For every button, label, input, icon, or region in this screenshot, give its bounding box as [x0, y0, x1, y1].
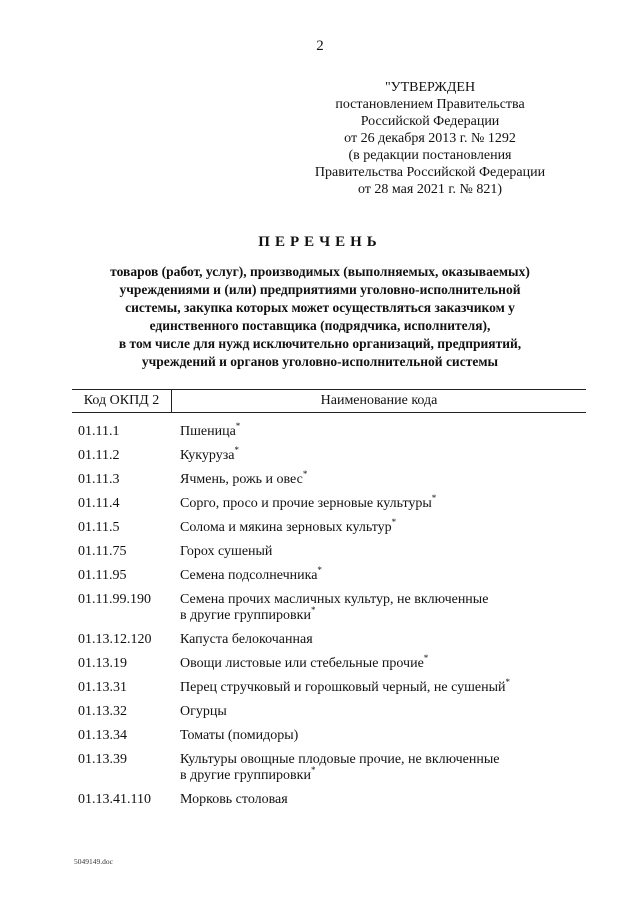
approval-line: (в редакции постановления: [348, 148, 512, 163]
table-row: [78, 704, 598, 720]
row-code: 01.11.4: [78, 496, 120, 511]
table-row: [78, 752, 598, 784]
table-row: [78, 469, 598, 488]
row-name-text: Овощи листовые или стебельные прочие: [180, 656, 424, 671]
row-code: 01.11.99.190: [78, 592, 151, 607]
row-name-line: [180, 544, 598, 560]
row-name-text: Солома и мякина зерновых культур: [180, 520, 392, 535]
footnote-asterisk: *: [391, 517, 397, 527]
table-row: [78, 592, 598, 624]
approval-line: от 28 мая 2021 г. № 821): [357, 182, 503, 197]
row-code: 01.11.3: [78, 472, 120, 487]
subtitle-line: учреждений и органов уголовно-исполнительной системы: [141, 354, 499, 369]
row-name: [180, 493, 598, 512]
row-name-line: [180, 765, 598, 784]
row-name: [180, 592, 598, 624]
table-row: [78, 653, 598, 672]
row-code: 01.13.41.110: [78, 792, 151, 807]
table-row: [78, 792, 598, 808]
row-name-text: Семена подсолнечника: [180, 568, 318, 583]
row-name-line: [180, 565, 598, 584]
row-name-text: Горох сушеный: [180, 544, 273, 559]
approval-line: Правительства Российской Федерации: [314, 165, 546, 180]
approval-line: постановлением Правительства: [335, 97, 525, 112]
row-name: [180, 565, 598, 584]
row-name-text: Томаты (помидоры): [180, 728, 299, 743]
footnote-asterisk: *: [310, 605, 316, 615]
row-name: [180, 728, 598, 744]
row-name: [180, 421, 598, 440]
table-row: [78, 544, 598, 560]
row-name: [180, 677, 598, 696]
row-name: [180, 653, 598, 672]
row-code: 01.13.34: [78, 728, 127, 743]
row-name-text: Культуры овощные плодовые прочие, не включенные: [180, 752, 500, 767]
row-code: 01.11.95: [78, 568, 127, 583]
row-name: [180, 632, 598, 648]
table-row: [78, 677, 598, 696]
row-name-line: [180, 469, 598, 488]
footnote-asterisk: *: [235, 421, 241, 431]
table-row: [78, 565, 598, 584]
file-name-footer: 5049149.doc: [74, 857, 113, 866]
footnote-asterisk: *: [317, 565, 322, 575]
subtitle-line: в том числе для нужд исключительно организаций, предприятий,: [118, 336, 522, 351]
row-code: 01.13.12.120: [78, 632, 152, 647]
row-name-text: в другие группировки: [180, 768, 311, 783]
table-row: [78, 517, 598, 536]
footnote-asterisk: *: [234, 445, 239, 455]
column-header-code: Код ОКПД 2: [72, 390, 172, 412]
footnote-asterisk: *: [423, 653, 429, 663]
row-name: [180, 445, 598, 464]
footnote-asterisk: *: [310, 765, 316, 775]
approval-line: Российской Федерации: [360, 114, 500, 129]
row-name: [180, 544, 598, 560]
row-code: 01.13.39: [78, 752, 127, 767]
row-name-text: Перец стручковый и горошковый черный, не сушеный: [180, 680, 506, 695]
page-number: 2: [316, 38, 324, 54]
document-subtitle: [60, 263, 580, 371]
footnote-asterisk: *: [431, 493, 437, 503]
row-name-text: Капуста белокочанная: [180, 632, 313, 647]
row-name-line: [180, 792, 598, 808]
subtitle-line: учреждениями и (или) предприятиями уголовно-исполнительной: [119, 282, 521, 297]
row-name-line: [180, 752, 598, 768]
row-name: [180, 752, 598, 784]
column-header-name: Наименование кода: [320, 393, 438, 408]
row-name: [180, 469, 598, 488]
subtitle-line: системы, закупка которых может осуществляться заказчиком у: [125, 300, 515, 315]
row-name-line: [180, 592, 598, 608]
subtitle-line: товаров (работ, услуг), производимых (выполняемых, оказываемых): [110, 264, 530, 279]
row-code: 01.11.2: [78, 448, 120, 463]
row-name-text: Семена прочих масличных культур, не включенные: [180, 592, 489, 607]
row-name-text: Огурцы: [180, 704, 227, 719]
row-code: 01.11.5: [78, 520, 120, 535]
table-row: [78, 421, 598, 440]
row-name: [180, 704, 598, 720]
footnote-asterisk: *: [302, 469, 308, 479]
row-name-line: [180, 653, 598, 672]
document-title: ПЕРЕЧЕНЬ: [258, 234, 382, 250]
row-name-line: [180, 445, 598, 464]
approval-block: [300, 79, 560, 198]
row-name-text: Ячмень, рожь и овес: [180, 472, 303, 487]
approval-line: от 26 декабря 2013 г. № 1292: [344, 131, 516, 146]
row-name-line: [180, 421, 598, 440]
table-row: [78, 445, 598, 464]
approval-line: "УТВЕРЖДЕН: [384, 80, 476, 95]
row-name-line: [180, 632, 598, 648]
row-name-text: в другие группировки: [180, 608, 311, 623]
row-name-text: Морковь столовая: [180, 792, 288, 807]
row-code: 01.13.31: [78, 680, 127, 695]
row-name-line: [180, 517, 598, 536]
footnote-asterisk: *: [505, 677, 511, 687]
row-code: 01.13.32: [78, 704, 127, 719]
row-name: [180, 517, 598, 536]
row-name-line: [180, 728, 598, 744]
row-name-text: Сорго, просо и прочие зерновые культуры: [180, 496, 432, 511]
table-row: [78, 728, 598, 744]
row-name-line: [180, 677, 598, 696]
row-name-line: [180, 605, 598, 624]
row-name-line: [180, 493, 598, 512]
row-name-line: [180, 704, 598, 720]
table-row: [78, 493, 598, 512]
table-body: [78, 421, 598, 816]
subtitle-line: единственного поставщика (подрядчика, исполнителя),: [149, 318, 491, 333]
row-name-text: Кукуруза: [180, 448, 235, 463]
row-code: 01.11.75: [78, 544, 127, 559]
table-row: [78, 632, 598, 648]
row-code: 01.11.1: [78, 424, 120, 439]
row-name: [180, 792, 598, 808]
row-name-text: Пшеница: [180, 424, 236, 439]
row-code: 01.13.19: [78, 656, 127, 671]
table-header: [72, 389, 586, 413]
